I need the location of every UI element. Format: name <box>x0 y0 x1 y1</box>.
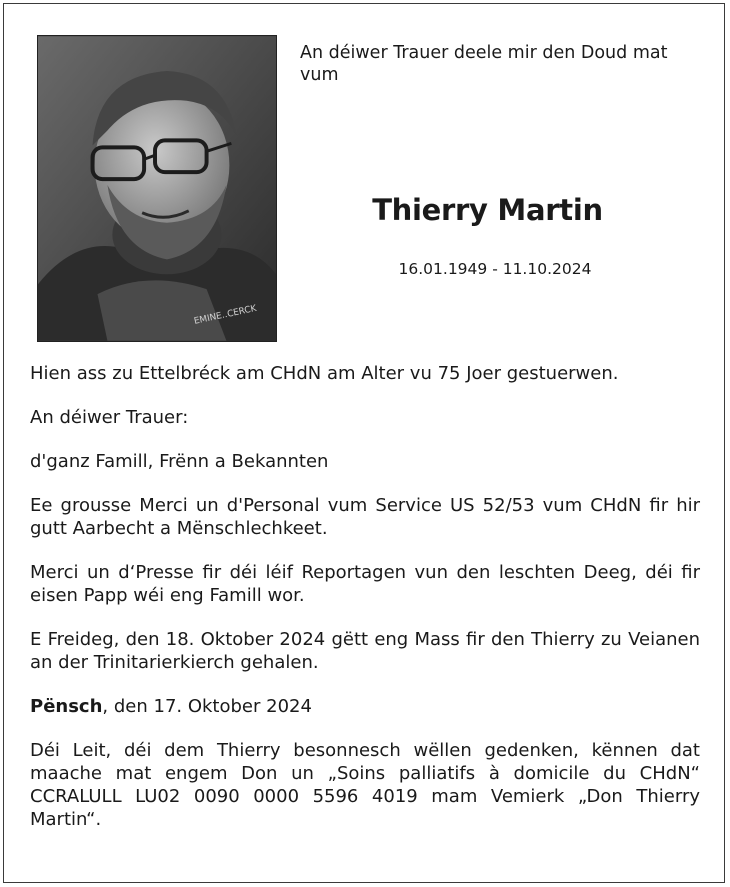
mass-announcement: E Freideg, den 18. Oktober 2024 gëtt eng Mass fir den Thierry zu Veianen an der Trinitarierkierch gehalen. <box>30 629 700 673</box>
thanks-press: Merci un d‘Presse fir déi léif Reportagen vun den leschten Deeg, déi fir eisen Papp wéi eng Famill wor. <box>30 562 700 606</box>
place-date-line <box>30 695 700 718</box>
notice-body <box>30 362 700 831</box>
notice-date: , den 17. Oktober 2024 <box>102 696 312 717</box>
mourners-list: d'ganz Famill, Frënn a Bekannten <box>30 451 329 472</box>
donation-note: Déi Leit, déi dem Thierry besonnesch wëllen gedenken, kënnen dat maache mat engem Don un „Soins palliatifs à domicile du CHdN“ CCRALULL LU02 0090 0000 5596 4019 mam Vemierk „Don Thierry Martin“. <box>30 740 700 830</box>
deceased-name: Thierry Martin <box>372 193 603 227</box>
portrait-photo <box>37 35 277 342</box>
death-statement: Hien ass zu Ettelbréck am CHdN am Alter vu 75 Joer gestuerwen. <box>30 363 619 384</box>
mourning-heading: An déiwer Trauer: <box>30 407 189 428</box>
place-name: Pënsch <box>30 696 103 717</box>
life-dates: 16.01.1949 - 11.10.2024 <box>398 260 592 278</box>
thanks-hospital: Ee grousse Merci un d'Personal vum Service US 52/53 vum CHdN fir hir gutt Aarbecht a Mënschlechkeet. <box>30 495 700 539</box>
intro-text: An déiwer Trauer deele mir den Doud mat vum <box>300 43 668 85</box>
shirt-logo-text: EMINE..CERCK <box>193 303 258 327</box>
